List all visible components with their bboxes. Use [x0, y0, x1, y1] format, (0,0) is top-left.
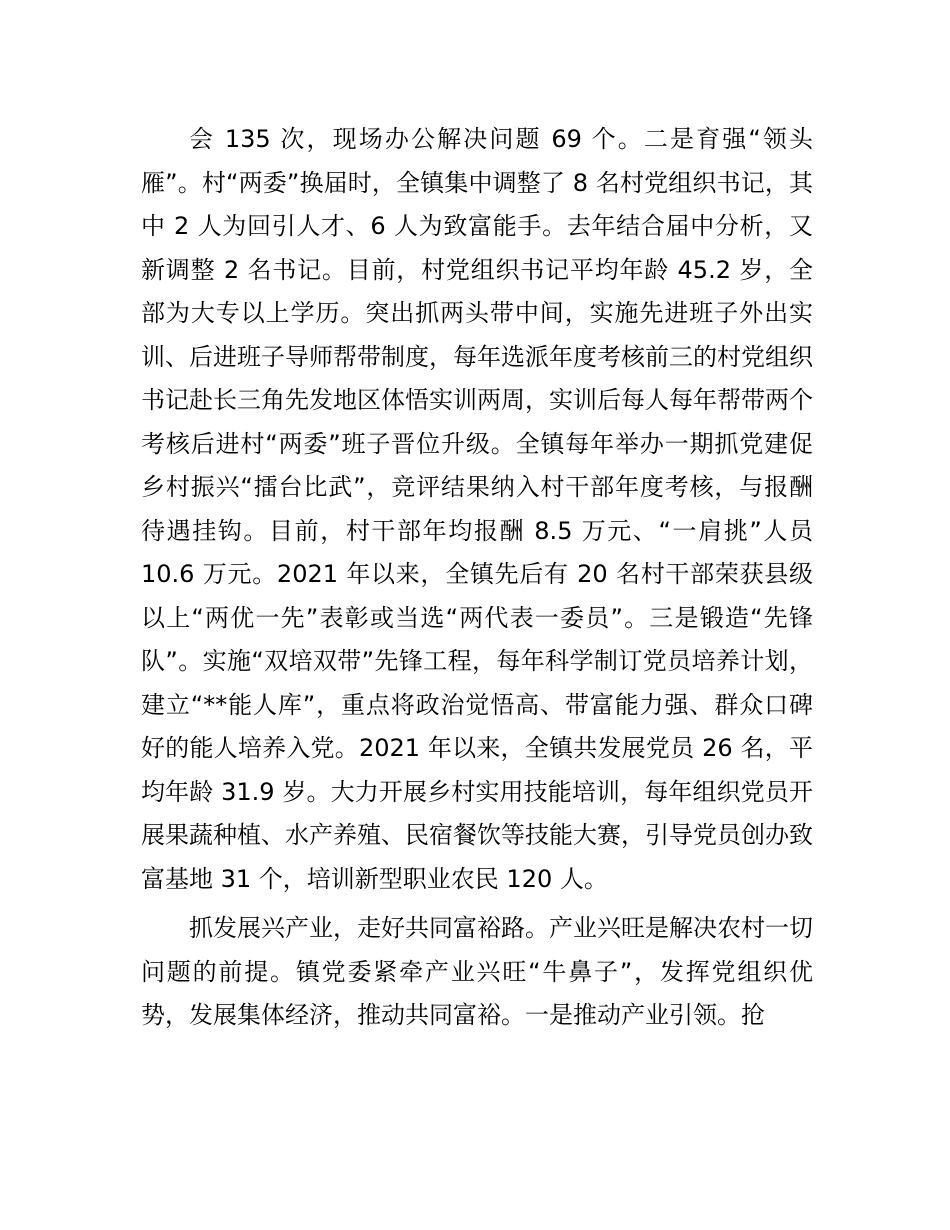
document-body [141, 118, 813, 1038]
paragraph: 会 135 次，现场办公解决问题 69 个。二是育强“领头雁”。村“两委”换届时，全镇集中调整了 8 名村党组织书记，其中 2 人为回引人才、6 人为致富能手。去年结合届中分析，又新调整 2 名书记。目前，村党组织书记平均年龄 45.2 岁，全部为大专以上学历。突出抓两头带中间，实施先进班子外出实训、后进班子导师帮带制度，每年选派年度考核前三的村党组织书记赴长三角先发地区体悟实训两周，实训后每人每年帮带两个考核后进村“两委”班子晋位升级。全镇每年举办一期抓党建促乡村振兴“擂台比武”，竞评结果纳入村干部年度考核，与报酬待遇挂钩。目前，村干部年均报酬 8.5 万元、“一肩挑”人员 10.6 万元。2021 年以来，全镇先后有 20 名村干部荣获县级以上“两优一先”表彰或当选“两代表一委员”。三是锻造“先锋队”。实施“双培双带”先锋工程，每年科学制订党员培养计划，建立“**能人库”，重点将政治觉悟高、带富能力强、群众口碑好的能人培养入党。2021 年以来，全镇共发展党员 26 名，平均年龄 31.9 岁。大力开展乡村实用技能培训，每年组织党员开展果蔬种植、水产养殖、民宿餐饮等技能大赛，引导党员创办致富基地 31 个，培训新型职业农民 120 人。 [141, 125, 813, 893]
paragraph: 抓发展兴产业，走好共同富裕路。产业兴旺是解决农村一切问题的前提。镇党委紧牵产业兴旺“牛鼻子”，发挥党组织优势，发展集体经济，推动共同富裕。一是推动产业引领。抢 [141, 914, 813, 1029]
